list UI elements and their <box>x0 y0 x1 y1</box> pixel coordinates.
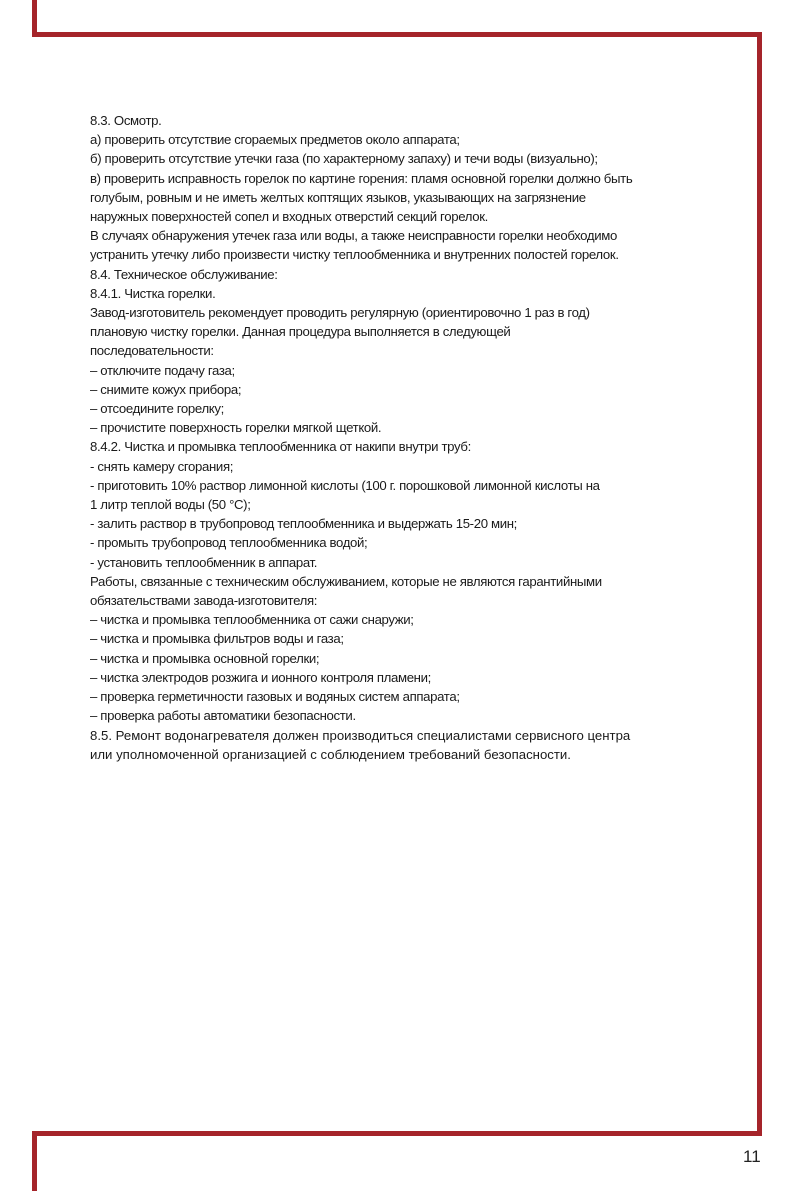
text-line: В случаях обнаружения утечек газа или воды, а также неисправности горелки необходимо <box>90 228 617 244</box>
text-line: Завод-изготовитель рекомендует проводить регулярную (ориентировочно 1 раз в год) <box>90 305 590 321</box>
section-heading-inspection: 8.3. Осмотр. <box>90 113 162 128</box>
page-number: 11 <box>743 1147 761 1166</box>
list-item: – отключите подачу газа; <box>90 362 235 378</box>
frame-bottom-horizontal <box>32 1131 762 1136</box>
text-line: обязательствами завода-изготовителя: <box>90 593 318 609</box>
subsection-heading-heat-exchanger: 8.4.2. Чистка и промывка теплообменника от накипи внутри труб: <box>90 439 471 455</box>
frame-bottom-left-vertical <box>32 1131 37 1191</box>
text-line: а) проверить отсутствие сгораемых предметов около аппарата; <box>90 132 460 148</box>
list-item: - установить теплообменник в аппарат. <box>90 554 318 570</box>
frame-top-horizontal <box>32 32 762 37</box>
frame-top-left-vertical <box>32 0 37 36</box>
text-line: 1 литр теплой воды (50 °С); <box>90 497 251 513</box>
repair-note-line: или уполномоченной организацией с соблюдением требований безопасности. <box>90 746 571 762</box>
subsection-heading-burner-cleaning: 8.4.1. Чистка горелки. <box>90 285 216 301</box>
list-item: – прочистите поверхность горелки мягкой щеткой. <box>90 420 382 436</box>
list-item: – чистка электродов розжига и ионного контроля пламени; <box>90 669 431 685</box>
list-item: – чистка и промывка фильтров воды и газа; <box>90 631 344 647</box>
list-item: - снять камеру сгорания; <box>90 458 234 474</box>
list-item: – чистка и промывка теплообменника от сажи снаружи; <box>90 612 414 628</box>
text-line: в) проверить исправность горелок по картине горения: пламя основной горелки должно быть <box>90 170 633 186</box>
text-line: б) проверить отсутствие утечки газа (по характерному запаху) и течи воды (визуально); <box>90 151 598 167</box>
list-item: – проверка работы автоматики безопасности. <box>90 708 356 724</box>
list-item: – снимите кожух прибора; <box>90 381 242 397</box>
list-item: - промыть трубопровод теплообменника водой; <box>90 535 368 551</box>
list-item: - залить раствор в трубопровод теплообменника и выдержать 15-20 мин; <box>90 516 517 532</box>
text-line: наружных поверхностей сопел и входных отверстий секций горелок. <box>90 209 488 225</box>
text-line: устранить утечку либо произвести чистку теплообменника и внутренних полостей горелок. <box>90 247 619 263</box>
list-item: – чистка и промывка основной горелки; <box>90 650 320 666</box>
list-item: – отсоедините горелку; <box>90 401 224 417</box>
list-item: - приготовить 10% раствор лимонной кислоты (100 г. порошковой лимонной кислоты на <box>90 477 600 493</box>
text-line: голубым, ровным и не иметь желтых коптящих языков, указывающих на загрязнение <box>90 189 586 205</box>
maintenance-section <box>90 111 730 764</box>
text-line: Работы, связанные с техническим обслуживанием, которые не являются гарантийными <box>90 573 602 589</box>
list-item: – проверка герметичности газовых и водяных систем аппарата; <box>90 689 460 705</box>
text-line: плановую чистку горелки. Данная процедура выполняется в следующей <box>90 324 511 340</box>
text-line: последовательности: <box>90 343 214 359</box>
section-heading-maintenance: 8.4. Техническое обслуживание: <box>90 266 278 282</box>
repair-note-line: 8.5. Ремонт водонагревателя должен производиться специалистами сервисного центра <box>90 727 631 743</box>
frame-right-vertical <box>757 32 762 1136</box>
